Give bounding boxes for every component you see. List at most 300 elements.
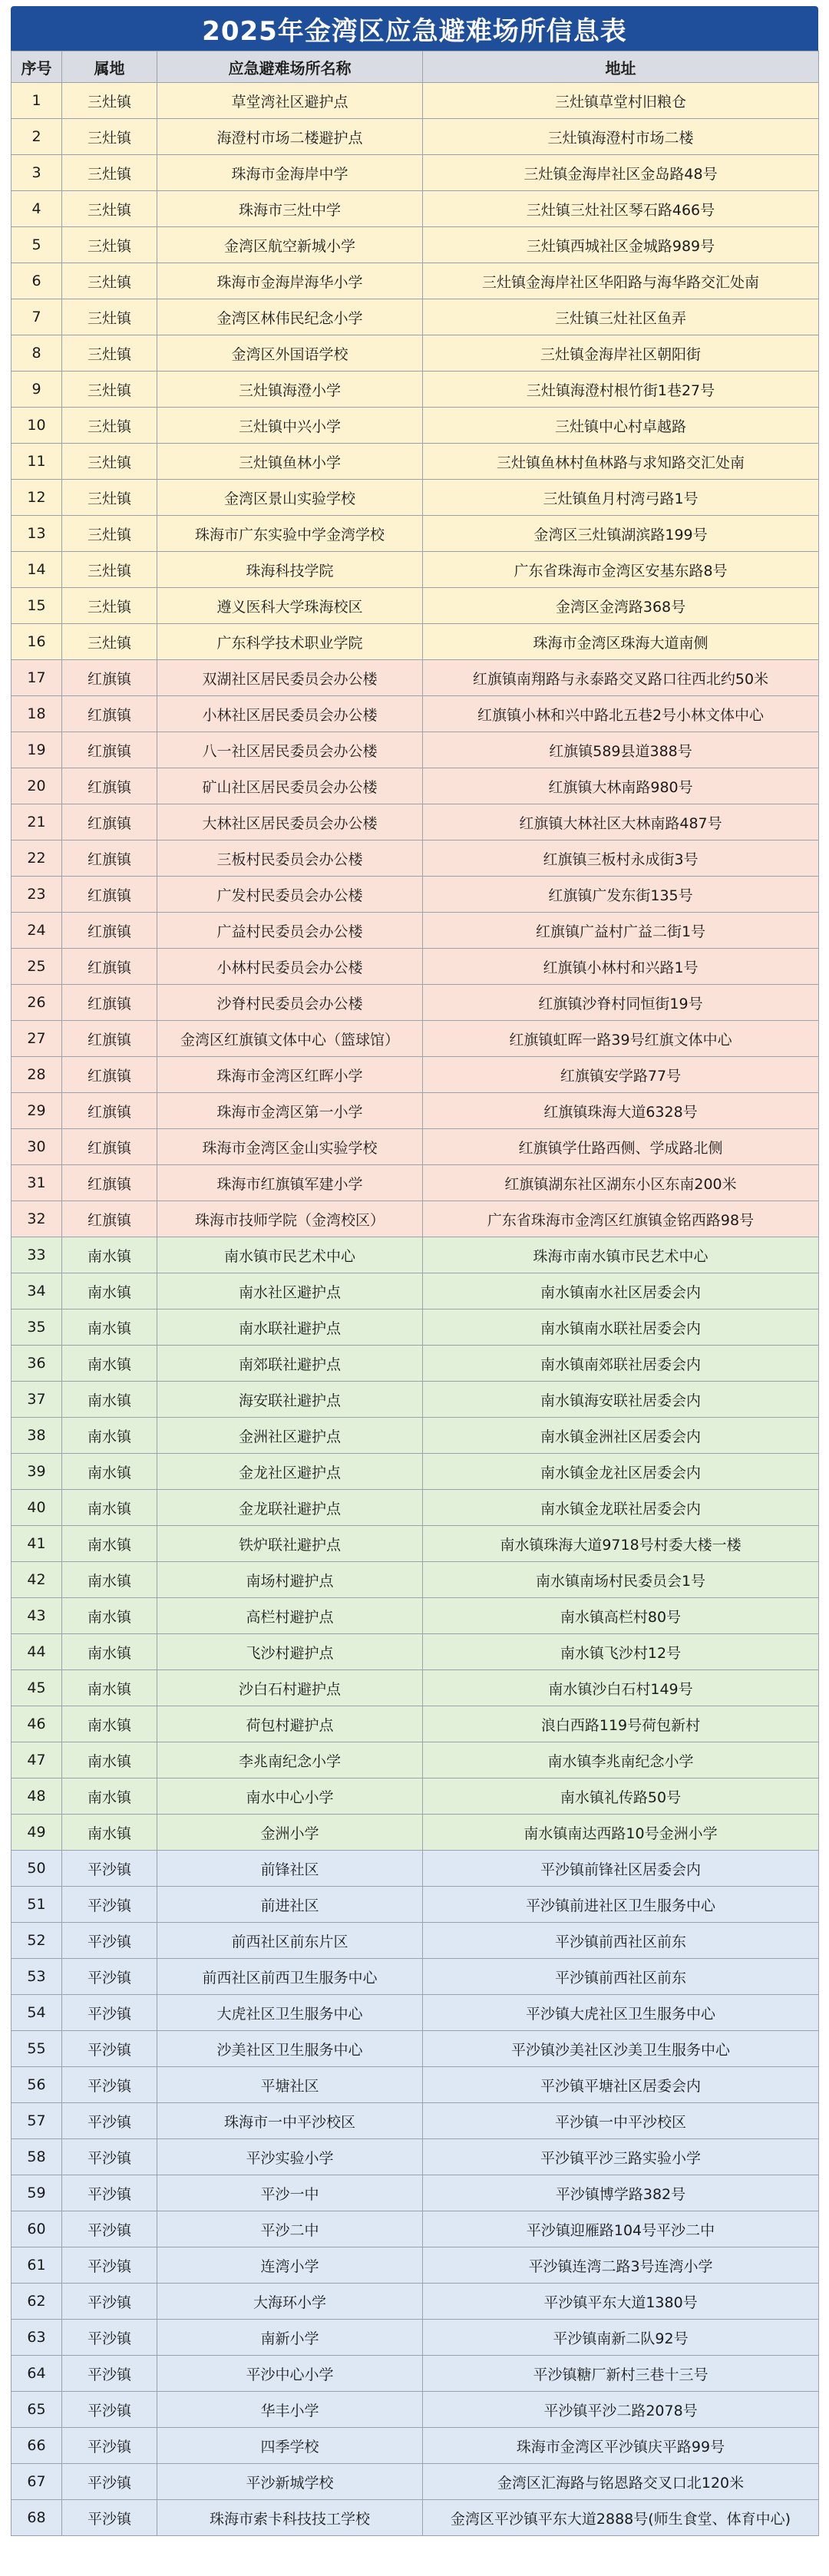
row-index: 21 — [12, 804, 62, 841]
row-address: 南水镇飞沙村12号 — [423, 1634, 819, 1670]
row-index: 30 — [12, 1129, 62, 1165]
row-shelter-name: 沙白石村避护点 — [157, 1670, 423, 1706]
table-row — [12, 2211, 819, 2247]
row-area: 三灶镇 — [62, 335, 157, 372]
row-area: 平沙镇 — [62, 2103, 157, 2139]
table-row — [12, 2428, 819, 2464]
table-row — [12, 1598, 819, 1634]
table-row — [12, 1237, 819, 1273]
table-row — [12, 1418, 819, 1454]
row-shelter-name: 珠海市金海岸中学 — [157, 155, 423, 191]
row-index: 68 — [12, 2500, 62, 2536]
row-index: 28 — [12, 1057, 62, 1093]
row-shelter-name: 平塘社区 — [157, 2067, 423, 2103]
row-address: 红旗镇小林和兴中路北五巷2号小林文体中心 — [423, 696, 819, 732]
row-shelter-name: 南郊联社避护点 — [157, 1346, 423, 1382]
row-shelter-name: 金湾区航空新城小学 — [157, 227, 423, 263]
row-shelter-name: 草堂湾社区避护点 — [157, 83, 423, 119]
row-index: 6 — [12, 263, 62, 299]
row-index: 36 — [12, 1346, 62, 1382]
row-index: 47 — [12, 1742, 62, 1778]
row-area: 平沙镇 — [62, 2356, 157, 2392]
page-title: 2025年金湾区应急避难场所信息表 — [11, 6, 818, 51]
row-address: 平沙镇大虎社区卫生服务中心 — [423, 1995, 819, 2031]
row-shelter-name: 前西社区前东片区 — [157, 1923, 423, 1959]
row-area: 三灶镇 — [62, 191, 157, 227]
row-address: 南水镇金洲社区居委会内 — [423, 1418, 819, 1454]
row-index: 13 — [12, 516, 62, 552]
row-shelter-name: 金龙社区避护点 — [157, 1454, 423, 1490]
row-area: 红旗镇 — [62, 1129, 157, 1165]
row-address: 红旗镇589县道388号 — [423, 732, 819, 768]
row-address: 红旗镇大林南路980号 — [423, 768, 819, 804]
table-row — [12, 1634, 819, 1670]
row-shelter-name: 大林社区居民委员会办公楼 — [157, 804, 423, 841]
row-area: 三灶镇 — [62, 119, 157, 155]
row-index: 56 — [12, 2067, 62, 2103]
table-row — [12, 1851, 819, 1887]
row-address: 珠海市金湾区平沙镇庆平路99号 — [423, 2428, 819, 2464]
row-shelter-name: 三灶镇鱼林小学 — [157, 444, 423, 480]
row-area: 平沙镇 — [62, 2500, 157, 2536]
row-index: 46 — [12, 1706, 62, 1742]
row-index: 37 — [12, 1382, 62, 1418]
row-index: 11 — [12, 444, 62, 480]
row-address: 平沙镇前西社区前东 — [423, 1959, 819, 1995]
row-shelter-name: 双湖社区居民委员会办公楼 — [157, 660, 423, 696]
row-address: 南水镇南郊联社居委会内 — [423, 1346, 819, 1382]
row-area: 红旗镇 — [62, 804, 157, 841]
row-index: 50 — [12, 1851, 62, 1887]
row-address: 三灶镇鱼月村湾弓路1号 — [423, 480, 819, 516]
row-area: 三灶镇 — [62, 83, 157, 119]
table-row — [12, 1057, 819, 1093]
row-address: 金湾区汇海路与铭恩路交叉口北120米 — [423, 2464, 819, 2500]
row-address: 南水镇金龙联社居委会内 — [423, 1490, 819, 1526]
table-row — [12, 624, 819, 660]
row-shelter-name: 珠海市一中平沙校区 — [157, 2103, 423, 2139]
table-row — [12, 2464, 819, 2500]
row-area: 红旗镇 — [62, 913, 157, 949]
row-area: 平沙镇 — [62, 2392, 157, 2428]
row-address: 南水镇南达西路10号金洲小学 — [423, 1815, 819, 1851]
row-address: 三灶镇鱼林村鱼林路与求知路交汇处南 — [423, 444, 819, 480]
row-area: 三灶镇 — [62, 372, 157, 408]
row-address: 三灶镇西城社区金城路989号 — [423, 227, 819, 263]
row-shelter-name: 前西社区前西卫生服务中心 — [157, 1959, 423, 1995]
row-shelter-name: 南新小学 — [157, 2320, 423, 2356]
row-area: 红旗镇 — [62, 1057, 157, 1093]
row-index: 24 — [12, 913, 62, 949]
row-index: 12 — [12, 480, 62, 516]
row-area: 平沙镇 — [62, 2175, 157, 2211]
row-index: 41 — [12, 1526, 62, 1562]
row-index: 1 — [12, 83, 62, 119]
row-area: 红旗镇 — [62, 1165, 157, 1201]
row-address: 珠海市南水镇市民艺术中心 — [423, 1237, 819, 1273]
row-shelter-name: 南水社区避护点 — [157, 1273, 423, 1309]
row-index: 5 — [12, 227, 62, 263]
row-area: 红旗镇 — [62, 1021, 157, 1057]
row-index: 65 — [12, 2392, 62, 2428]
row-index: 20 — [12, 768, 62, 804]
table-row — [12, 949, 819, 985]
row-shelter-name: 平沙二中 — [157, 2211, 423, 2247]
table-row — [12, 1490, 819, 1526]
row-area: 红旗镇 — [62, 841, 157, 877]
row-area: 南水镇 — [62, 1382, 157, 1418]
row-index: 35 — [12, 1309, 62, 1346]
row-address: 三灶镇三灶社区鱼弄 — [423, 299, 819, 335]
row-index: 62 — [12, 2284, 62, 2320]
row-area: 红旗镇 — [62, 768, 157, 804]
table-row — [12, 480, 819, 516]
row-index: 63 — [12, 2320, 62, 2356]
table-row — [12, 1815, 819, 1851]
row-address: 平沙镇沙美社区沙美卫生服务中心 — [423, 2031, 819, 2067]
row-area: 南水镇 — [62, 1237, 157, 1273]
row-shelter-name: 四季学校 — [157, 2428, 423, 2464]
row-shelter-name: 平沙一中 — [157, 2175, 423, 2211]
table-row — [12, 841, 819, 877]
row-area: 平沙镇 — [62, 2067, 157, 2103]
row-area: 南水镇 — [62, 1815, 157, 1851]
row-index: 45 — [12, 1670, 62, 1706]
row-area: 三灶镇 — [62, 227, 157, 263]
row-area: 红旗镇 — [62, 1093, 157, 1129]
row-area: 平沙镇 — [62, 2247, 157, 2284]
row-address: 广东省珠海市金湾区安基东路8号 — [423, 552, 819, 588]
table-header — [12, 51, 819, 83]
row-address: 平沙镇一中平沙校区 — [423, 2103, 819, 2139]
row-area: 三灶镇 — [62, 299, 157, 335]
header-shelter-name: 应急避难场所名称 — [157, 51, 423, 83]
row-area: 红旗镇 — [62, 696, 157, 732]
row-area: 三灶镇 — [62, 516, 157, 552]
row-address: 三灶镇中心村卓越路 — [423, 408, 819, 444]
row-shelter-name: 金洲社区避护点 — [157, 1418, 423, 1454]
table-row — [12, 2031, 819, 2067]
table-row — [12, 588, 819, 624]
row-index: 55 — [12, 2031, 62, 2067]
row-address: 红旗镇安学路77号 — [423, 1057, 819, 1093]
row-shelter-name: 前进社区 — [157, 1887, 423, 1923]
row-address: 红旗镇大林社区大林南路487号 — [423, 804, 819, 841]
row-shelter-name: 高栏村避护点 — [157, 1598, 423, 1634]
table-row — [12, 1706, 819, 1742]
row-address: 浪白西路119号荷包新村 — [423, 1706, 819, 1742]
row-index: 18 — [12, 696, 62, 732]
row-address: 平沙镇平塘社区居委会内 — [423, 2067, 819, 2103]
header-row — [12, 51, 819, 83]
row-shelter-name: 金湾区林伟民纪念小学 — [157, 299, 423, 335]
row-area: 平沙镇 — [62, 1959, 157, 1995]
row-index: 61 — [12, 2247, 62, 2284]
row-address: 珠海市金湾区珠海大道南侧 — [423, 624, 819, 660]
row-index: 58 — [12, 2139, 62, 2175]
row-address: 红旗镇小林村和兴路1号 — [423, 949, 819, 985]
row-index: 66 — [12, 2428, 62, 2464]
row-index: 19 — [12, 732, 62, 768]
row-shelter-name: 珠海市金湾区红晖小学 — [157, 1057, 423, 1093]
table-row — [12, 191, 819, 227]
row-index: 38 — [12, 1418, 62, 1454]
table-row — [12, 552, 819, 588]
row-index: 22 — [12, 841, 62, 877]
row-shelter-name: 南场村避护点 — [157, 1562, 423, 1598]
row-shelter-name: 平沙实验小学 — [157, 2139, 423, 2175]
row-area: 平沙镇 — [62, 1887, 157, 1923]
row-address: 南水镇海安联社居委会内 — [423, 1382, 819, 1418]
row-shelter-name: 大海环小学 — [157, 2284, 423, 2320]
table-row — [12, 2500, 819, 2536]
table-row — [12, 119, 819, 155]
row-area: 平沙镇 — [62, 2464, 157, 2500]
row-index: 40 — [12, 1490, 62, 1526]
row-address: 平沙镇糖厂新村三巷十三号 — [423, 2356, 819, 2392]
row-area: 南水镇 — [62, 1670, 157, 1706]
row-area: 平沙镇 — [62, 2428, 157, 2464]
row-shelter-name: 珠海市金湾区第一小学 — [157, 1093, 423, 1129]
row-address: 平沙镇前西社区前东 — [423, 1923, 819, 1959]
row-shelter-name: 三灶镇中兴小学 — [157, 408, 423, 444]
row-index: 42 — [12, 1562, 62, 1598]
row-index: 34 — [12, 1273, 62, 1309]
row-index: 17 — [12, 660, 62, 696]
row-address: 平沙镇前进社区卫生服务中心 — [423, 1887, 819, 1923]
row-area: 南水镇 — [62, 1706, 157, 1742]
row-address: 红旗镇沙脊村同恒街19号 — [423, 985, 819, 1021]
row-shelter-name: 珠海市索卡科技技工学校 — [157, 2500, 423, 2536]
row-address: 红旗镇虹晖一路39号红旗文体中心 — [423, 1021, 819, 1057]
table-row — [12, 1562, 819, 1598]
row-address: 平沙镇南新二队92号 — [423, 2320, 819, 2356]
row-shelter-name: 海安联社避护点 — [157, 1382, 423, 1418]
table-row — [12, 2320, 819, 2356]
row-address: 平沙镇博学路382号 — [423, 2175, 819, 2211]
table-row — [12, 516, 819, 552]
table-row — [12, 2175, 819, 2211]
row-shelter-name: 荷包村避护点 — [157, 1706, 423, 1742]
row-address: 三灶镇金海岸社区金岛路48号 — [423, 155, 819, 191]
row-address: 三灶镇海澄村根竹街1巷27号 — [423, 372, 819, 408]
row-shelter-name: 八一社区居民委员会办公楼 — [157, 732, 423, 768]
row-shelter-name: 遵义医科大学珠海校区 — [157, 588, 423, 624]
row-index: 33 — [12, 1237, 62, 1273]
table-row — [12, 2392, 819, 2428]
row-shelter-name: 小林村民委员会办公楼 — [157, 949, 423, 985]
page — [11, 6, 818, 2536]
row-address: 三灶镇金海岸社区华阳路与海华路交汇处南 — [423, 263, 819, 299]
row-address: 平沙镇连湾二路3号连湾小学 — [423, 2247, 819, 2284]
row-index: 10 — [12, 408, 62, 444]
row-index: 64 — [12, 2356, 62, 2392]
table-row — [12, 1201, 819, 1237]
row-area: 南水镇 — [62, 1346, 157, 1382]
row-shelter-name: 金龙联社避护点 — [157, 1490, 423, 1526]
table-row — [12, 372, 819, 408]
row-address: 三灶镇金海岸社区朝阳街 — [423, 335, 819, 372]
table-row — [12, 768, 819, 804]
row-index: 60 — [12, 2211, 62, 2247]
row-shelter-name: 珠海市金湾区金山实验学校 — [157, 1129, 423, 1165]
row-shelter-name: 珠海市金海岸海华小学 — [157, 263, 423, 299]
row-shelter-name: 连湾小学 — [157, 2247, 423, 2284]
row-area: 红旗镇 — [62, 985, 157, 1021]
table-row — [12, 1742, 819, 1778]
row-index: 3 — [12, 155, 62, 191]
table-row — [12, 1093, 819, 1129]
row-shelter-name: 铁炉联社避护点 — [157, 1526, 423, 1562]
table-row — [12, 335, 819, 372]
row-area: 南水镇 — [62, 1309, 157, 1346]
row-index: 44 — [12, 1634, 62, 1670]
row-area: 南水镇 — [62, 1598, 157, 1634]
row-index: 49 — [12, 1815, 62, 1851]
row-address: 红旗镇南翔路与永泰路交叉路口往西北约50米 — [423, 660, 819, 696]
row-shelter-name: 大虎社区卫生服务中心 — [157, 1995, 423, 2031]
row-address: 三灶镇海澄村市场二楼 — [423, 119, 819, 155]
row-area: 红旗镇 — [62, 877, 157, 913]
row-area: 南水镇 — [62, 1490, 157, 1526]
row-address: 平沙镇迎雁路104号平沙二中 — [423, 2211, 819, 2247]
row-shelter-name: 三灶镇海澄小学 — [157, 372, 423, 408]
header-index: 序号 — [12, 51, 62, 83]
table-row — [12, 2247, 819, 2284]
row-shelter-name: 珠海市广东实验中学金湾学校 — [157, 516, 423, 552]
row-address: 平沙镇平沙二路2078号 — [423, 2392, 819, 2428]
table-row — [12, 227, 819, 263]
row-shelter-name: 华丰小学 — [157, 2392, 423, 2428]
row-index: 29 — [12, 1093, 62, 1129]
table-row — [12, 1923, 819, 1959]
row-shelter-name: 珠海市红旗镇军建小学 — [157, 1165, 423, 1201]
row-area: 南水镇 — [62, 1778, 157, 1815]
row-shelter-name: 三板村民委员会办公楼 — [157, 841, 423, 877]
table-row — [12, 83, 819, 119]
table-row — [12, 804, 819, 841]
row-index: 31 — [12, 1165, 62, 1201]
row-area: 平沙镇 — [62, 1923, 157, 1959]
row-area: 三灶镇 — [62, 552, 157, 588]
row-address: 金湾区金湾路368号 — [423, 588, 819, 624]
row-area: 平沙镇 — [62, 1851, 157, 1887]
table-row — [12, 696, 819, 732]
row-area: 三灶镇 — [62, 444, 157, 480]
row-index: 52 — [12, 1923, 62, 1959]
row-shelter-name: 矿山社区居民委员会办公楼 — [157, 768, 423, 804]
row-index: 15 — [12, 588, 62, 624]
row-area: 南水镇 — [62, 1562, 157, 1598]
row-area: 平沙镇 — [62, 1995, 157, 2031]
row-address: 南水镇高栏村80号 — [423, 1598, 819, 1634]
table-row — [12, 660, 819, 696]
table-row — [12, 1129, 819, 1165]
row-index: 9 — [12, 372, 62, 408]
row-address: 金湾区三灶镇湖滨路199号 — [423, 516, 819, 552]
row-shelter-name: 珠海市技师学院（金湾校区） — [157, 1201, 423, 1237]
row-index: 57 — [12, 2103, 62, 2139]
row-area: 南水镇 — [62, 1454, 157, 1490]
row-area: 南水镇 — [62, 1273, 157, 1309]
row-shelter-name: 平沙新城学校 — [157, 2464, 423, 2500]
row-area: 红旗镇 — [62, 732, 157, 768]
row-shelter-name: 沙美社区卫生服务中心 — [157, 2031, 423, 2067]
row-index: 7 — [12, 299, 62, 335]
row-index: 43 — [12, 1598, 62, 1634]
row-address: 南水镇沙白石村149号 — [423, 1670, 819, 1706]
table-row — [12, 1165, 819, 1201]
table-row — [12, 1454, 819, 1490]
row-area: 平沙镇 — [62, 2031, 157, 2067]
row-address: 三灶镇三灶社区琴石路466号 — [423, 191, 819, 227]
row-address: 平沙镇前锋社区居委会内 — [423, 1851, 819, 1887]
row-address: 平沙镇平沙三路实验小学 — [423, 2139, 819, 2175]
row-index: 23 — [12, 877, 62, 913]
row-shelter-name: 小林社区居民委员会办公楼 — [157, 696, 423, 732]
row-index: 39 — [12, 1454, 62, 1490]
row-shelter-name: 飞沙村避护点 — [157, 1634, 423, 1670]
row-area: 三灶镇 — [62, 155, 157, 191]
table-row — [12, 1959, 819, 1995]
row-shelter-name: 南水中心小学 — [157, 1778, 423, 1815]
table-row — [12, 1346, 819, 1382]
row-area: 平沙镇 — [62, 2139, 157, 2175]
row-shelter-name: 广益村民委员会办公楼 — [157, 913, 423, 949]
row-address: 南水镇南水联社居委会内 — [423, 1309, 819, 1346]
row-address: 南水镇礼传路50号 — [423, 1778, 819, 1815]
row-index: 54 — [12, 1995, 62, 2031]
row-address: 广东省珠海市金湾区红旗镇金铭西路98号 — [423, 1201, 819, 1237]
row-index: 53 — [12, 1959, 62, 1995]
row-shelter-name: 南水联社避护点 — [157, 1309, 423, 1346]
table-row — [12, 877, 819, 913]
shelter-table — [11, 51, 819, 2536]
row-address: 红旗镇湖东社区湖东小区东南200米 — [423, 1165, 819, 1201]
row-address: 南水镇金龙社区居委会内 — [423, 1454, 819, 1490]
table-body — [12, 83, 819, 2536]
row-index: 16 — [12, 624, 62, 660]
row-shelter-name: 沙脊村民委员会办公楼 — [157, 985, 423, 1021]
row-index: 27 — [12, 1021, 62, 1057]
row-address: 红旗镇学仕路西侧、学成路北侧 — [423, 1129, 819, 1165]
row-index: 67 — [12, 2464, 62, 2500]
row-address: 红旗镇珠海大道6328号 — [423, 1093, 819, 1129]
row-index: 8 — [12, 335, 62, 372]
header-address: 地址 — [423, 51, 819, 83]
table-row — [12, 1021, 819, 1057]
row-shelter-name: 南水镇市民艺术中心 — [157, 1237, 423, 1273]
table-row — [12, 1382, 819, 1418]
table-row — [12, 1273, 819, 1309]
row-area: 红旗镇 — [62, 660, 157, 696]
row-index: 25 — [12, 949, 62, 985]
table-row — [12, 1887, 819, 1923]
row-area: 三灶镇 — [62, 263, 157, 299]
table-row — [12, 732, 819, 768]
table-row — [12, 2356, 819, 2392]
row-area: 红旗镇 — [62, 1201, 157, 1237]
row-index: 2 — [12, 119, 62, 155]
row-shelter-name: 海澄村市场二楼避护点 — [157, 119, 423, 155]
row-address: 南水镇南水社区居委会内 — [423, 1273, 819, 1309]
table-row — [12, 1309, 819, 1346]
row-address: 红旗镇三板村永成街3号 — [423, 841, 819, 877]
row-address: 红旗镇广发东街135号 — [423, 877, 819, 913]
row-area: 三灶镇 — [62, 588, 157, 624]
table-row — [12, 444, 819, 480]
table-row — [12, 1526, 819, 1562]
